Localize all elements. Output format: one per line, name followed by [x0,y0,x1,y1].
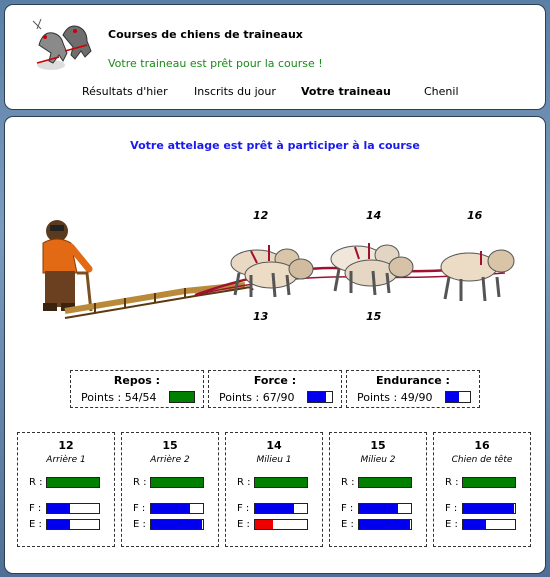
endurance-bar [150,519,204,530]
stat-bar [169,391,195,403]
stat-bar-fill [308,392,326,402]
dog-position: Arrière 1 [46,455,86,465]
endurance-label: E : [133,519,146,530]
dog-card[interactable] [225,432,323,547]
team-number-14: 14 [366,209,382,222]
dog-16 [441,250,514,301]
force-bar-fill [463,504,514,513]
rest-bar-fill [47,478,99,487]
app-title: Courses de chiens de traineaux [108,28,303,41]
sled-dogs-logo [29,15,101,77]
rest-label: R : [133,477,147,488]
dog-number: 14 [266,439,282,452]
endurance-bar [254,519,308,530]
rest-bar [150,477,204,488]
sled [65,273,253,318]
force-bar-fill [151,504,190,513]
force-label: F : [237,503,250,514]
dog-number: 15 [162,439,178,452]
stat-points: Points : 54/54 [81,391,157,404]
endurance-bar-fill [359,520,410,529]
stat-bar-fill [170,392,194,402]
force-bar [150,503,204,514]
endurance-bar-fill [463,520,486,529]
force-bar [462,503,516,514]
force-label: F : [29,503,42,514]
dog-position: Chien de tête [451,455,513,465]
stat-repos [70,370,204,408]
force-bar-fill [47,504,70,513]
dog-number: 15 [370,439,386,452]
rest-label: R : [237,477,251,488]
dog-number: 16 [474,439,490,452]
force-bar [46,503,100,514]
force-bar [254,503,308,514]
header-panel [4,4,546,110]
stat-label: Repos : [113,374,161,387]
dog-14-15 [331,243,413,295]
rest-bar-fill [463,478,515,487]
endurance-label: E : [237,519,250,530]
team-number-13: 13 [253,310,269,323]
rest-bar [254,477,308,488]
force-bar-fill [359,504,398,513]
endurance-bar-fill [255,520,273,529]
endurance-bar [462,519,516,530]
rest-label: R : [445,477,459,488]
dog-position: Arrière 2 [150,455,190,465]
stat-endurance [346,370,480,408]
dog-card[interactable] [121,432,219,547]
stat-points: Points : 67/90 [219,391,295,404]
rest-bar-fill [255,478,307,487]
team-number-16: 16 [467,209,483,222]
team-number-12: 12 [253,209,269,222]
rest-bar [358,477,412,488]
dog-card[interactable] [329,432,427,547]
stat-bar-fill [446,392,459,402]
dog-position: Milieu 1 [256,455,292,465]
stat-label: Force : [253,374,297,387]
endurance-label: E : [341,519,354,530]
main-panel [4,116,546,574]
dog-position: Milieu 2 [360,455,396,465]
dog-number: 12 [58,439,74,452]
dog-card[interactable] [17,432,115,547]
app-subtitle: Votre traineau est prêt pour la course ! [108,57,323,70]
endurance-label: E : [445,519,458,530]
force-bar-fill [255,504,294,513]
rest-bar-fill [359,478,411,487]
main-heading: Votre attelage est prêt à participer à la course [130,139,420,152]
nav-kennel[interactable]: Chenil [424,85,459,98]
stat-bar [445,391,471,403]
nav-your-sled[interactable]: Votre traineau [301,85,391,98]
team-number-15: 15 [366,310,382,323]
rest-bar [462,477,516,488]
nav-today-entrants[interactable]: Inscrits du jour [194,85,276,98]
stat-force [208,370,342,408]
stat-points: Points : 49/90 [357,391,433,404]
rest-bar-fill [151,478,203,487]
endurance-bar-fill [151,520,202,529]
nav-yesterday-results[interactable]: Résultats d'hier [82,85,168,98]
endurance-bar-fill [47,520,70,529]
rest-bar [46,477,100,488]
force-label: F : [341,503,354,514]
stat-label: Endurance : [376,374,450,387]
rest-label: R : [341,477,355,488]
musher-figure [43,220,89,311]
endurance-label: E : [29,519,42,530]
sled-team-illustration [25,163,535,338]
force-bar [358,503,412,514]
dog-card[interactable] [433,432,531,547]
force-label: F : [445,503,458,514]
force-label: F : [133,503,146,514]
stat-bar [307,391,333,403]
rest-label: R : [29,477,43,488]
endurance-bar [46,519,100,530]
endurance-bar [358,519,412,530]
